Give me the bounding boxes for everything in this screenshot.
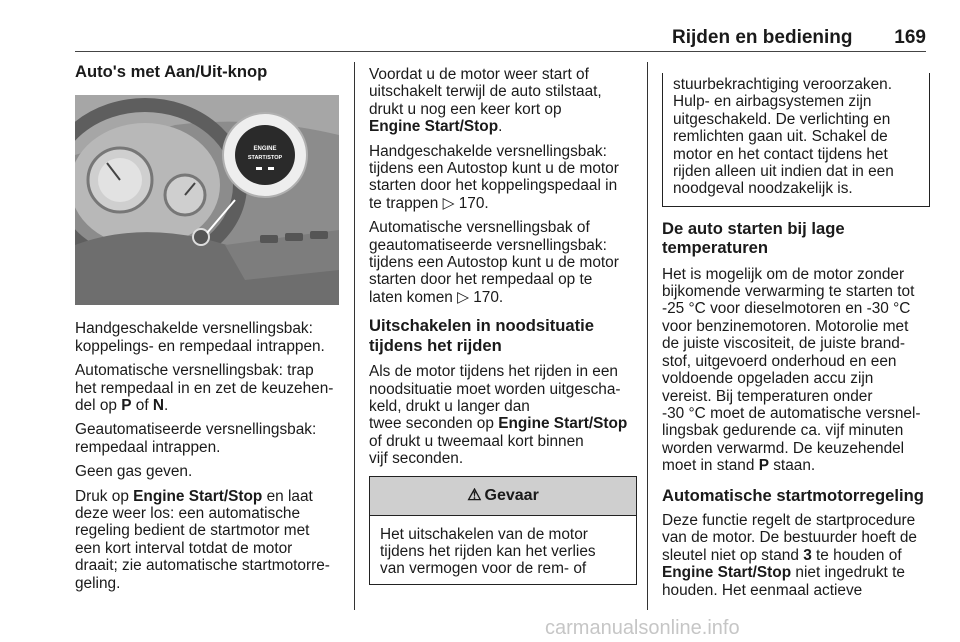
button-label-start-stop: START/STOP xyxy=(247,155,283,162)
paragraph-noodsituatie: Als de motor tijdens het rijden in een noodsituatie moet worden uitgescha- keld, drukt u langer dan twee seconden op Engine Start/Stop of drukt u tweemaal kort binnen vijf seconden. xyxy=(369,363,628,468)
paragraph-voordat: Voordat u de motor weer start of uitschakelt terwijl de auto stilstaat, drukt u nog een keer kort op Engine Start/Stop. xyxy=(369,66,602,136)
heading-lage-temperaturen: De auto starten bij lage temperaturen xyxy=(662,218,845,258)
dashboard-photo xyxy=(75,95,339,305)
heading-startmotorregeling: Automatische startmotorregeling xyxy=(662,485,924,505)
paragraph-automatisch-autostop: Automatische versnellingsbak of geautomatiseerde versnellingsbak: tijdens een Autostop kunt u de motor starten door het rempedaal op te laten komen ▷ 170. xyxy=(369,219,619,306)
section-title: Rijden en bediening xyxy=(672,27,853,48)
paragraph-geautomatiseerd: Geautomatiseerde versnellingsbak: rempedaal intrappen. xyxy=(75,421,317,456)
page-reference-link[interactable]: laten komen ▷ 170. xyxy=(369,288,504,306)
column-right xyxy=(662,73,930,606)
warning-triangle-icon: ⚠ xyxy=(467,486,482,504)
button-label-engine: ENGINE xyxy=(253,146,277,153)
heading-noodsituatie: Uitschakelen in noodsituatie tijdens het rijden xyxy=(369,316,594,355)
page-reference-link[interactable]: te trappen ▷ 170. xyxy=(369,194,489,212)
header-rule xyxy=(75,51,926,52)
heading-aan-uit-knop: Auto's met Aan/Uit-knop xyxy=(75,62,268,81)
paragraph-lage-temperaturen: Het is mogelijk om de motor zonder bijkomende verwarming te starten tot -25 °C voor dieselmotoren en -30 °C voor benzinemotoren. Motorolie met de juiste viscositeit, de juiste brand- stof, uitgevoerd onderhoud en een voldoende opgeladen accu zijn vereist. Bij temperaturen onder -30 °C moet de automatische versnel- lingsbak gedurende ca. vijf minuten worden verwarmd. De keuzehendel moet in stand P staan. xyxy=(662,265,921,475)
page-number: 169 xyxy=(894,27,926,48)
paragraph-druk-op: Druk op Engine Start/Stop en laat deze weer los: een automatische regeling bedient de startmotor met een kort interval totdat de motor draait; zie automatische startmotorre- geling. xyxy=(75,487,330,592)
column-left xyxy=(75,62,345,599)
danger-warning-box xyxy=(369,476,637,585)
warning-title: Gevaar xyxy=(484,486,539,504)
page-header xyxy=(662,22,926,52)
paragraph-handgeschakeld: Handgeschakelde versnellingsbak: koppelings- en rempedaal intrappen. xyxy=(75,320,325,355)
paragraph-geen-gas: Geen gas geven. xyxy=(75,463,193,481)
paragraph-handgeschakeld-autostop: Handgeschakelde versnellingsbak: tijdens een Autostop kunt u de motor starten door het koppelingspedaal in te trappen ▷ 170. xyxy=(369,142,619,212)
paragraph-automatisch: Automatische versnellingsbak: trap het rempedaal in en zet de keuzehen- del op P of N. xyxy=(75,362,334,415)
warning-body: Het uitschakelen van de motor tijdens het rijden kan het verlies van vermogen voor de rem- of xyxy=(380,525,596,578)
paragraph-startmotorregeling: Deze functie regelt de startprocedure van de motor. De bestuurder hoeft de sleutel niet op stand 3 te houden of Engine Start/Stop niet ingedrukt te houden. Het eenmaal actieve xyxy=(662,511,917,599)
warning-header xyxy=(370,477,636,516)
column-middle xyxy=(369,66,637,585)
danger-warning-continued: stuurbekrachtiging veroorzaken. Hulp- en airbagsystemen zijn uitgeschakeld. De verlichting en remlichten gaan uit. Schakel de motor en het contact tijdens het rijden alleen uit indien dat in een noodgeval noodzakelijk is. xyxy=(662,73,930,207)
watermark-text: carmanualsonline.info xyxy=(545,617,740,639)
start-stop-illustration xyxy=(75,95,339,305)
column-divider xyxy=(354,62,355,610)
column-divider xyxy=(647,62,648,610)
